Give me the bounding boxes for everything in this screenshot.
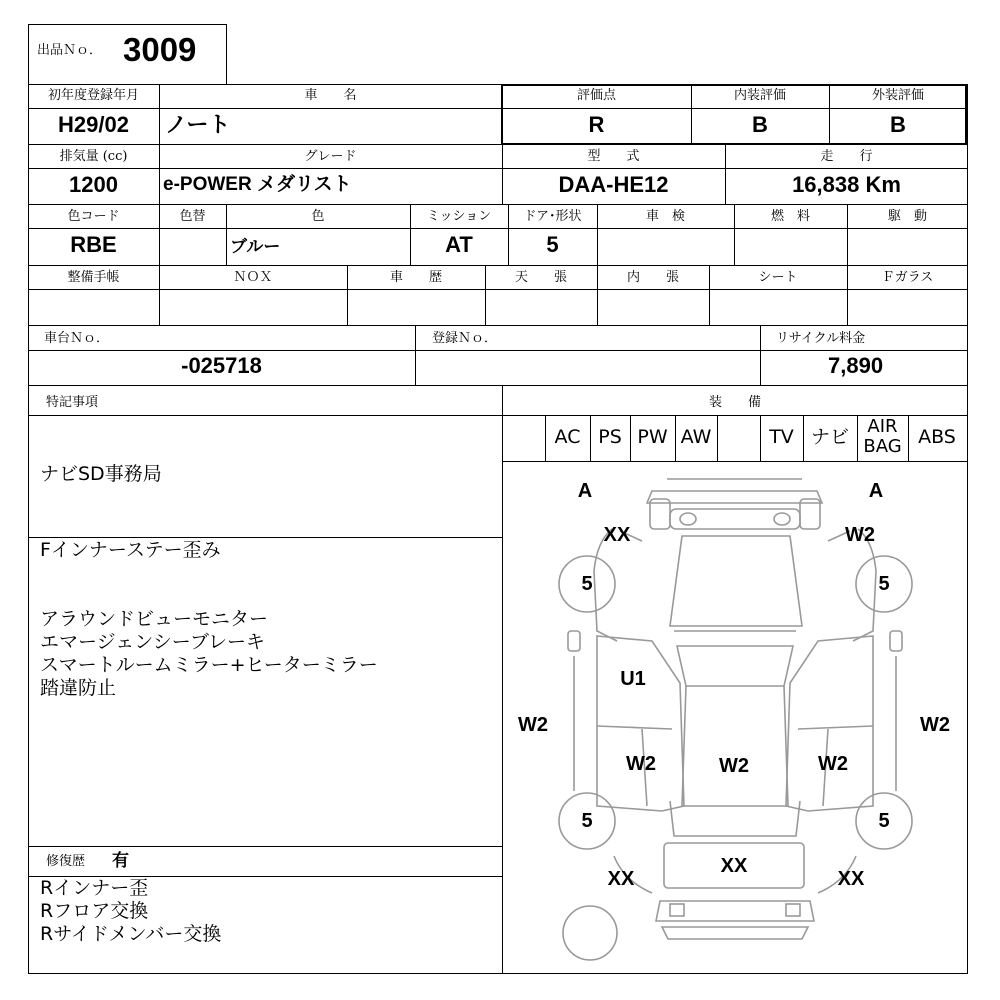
doors-label: ドア･形状 [523,209,582,224]
mark-front-right: A [868,480,884,502]
history-label: 車 歴 [389,270,442,285]
equip-airbag-top: AIR [867,416,898,437]
equipment-label: 装 備 [708,395,761,410]
repair-line-3: Rサイドメンバー交換 [40,923,222,945]
equip-pw: PW [637,426,668,448]
mark-roof: W2 [719,755,749,777]
mark-left-rear-wheel: 5 [581,810,593,832]
model-value: DAA-HE12 [558,172,669,197]
inspection-label: 車 検 [645,209,685,224]
chassis-number-label: 車台Ｎｏ． [44,331,110,346]
grade-label: グレード [304,149,357,164]
registration-number-label: 登録Ｎｏ． [432,331,498,346]
color-value: ブルー [230,237,281,256]
color-code-label: 色コード [67,209,120,224]
color-label: 色 [311,209,325,224]
equip-ps: PS [598,426,622,448]
mark-right-front-wheel: 5 [878,573,890,595]
mileage-label: 走 行 [820,149,873,164]
transmission-label: ミッション [426,209,492,224]
mark-left-rear-quarter: XX [607,868,635,890]
equip-airbag-bottom: BAG [863,436,902,457]
mark-right-rear-door: W2 [818,753,848,775]
mark-left-front-wheel: 5 [581,573,593,595]
displacement-label: 排気量 (cc) [59,149,128,164]
mark-right-side: W2 [920,714,950,736]
mark-right-front-fender: W2 [845,524,875,546]
repaint-label: 色替 [179,209,206,224]
lot-number-box [28,24,227,84]
mark-right-rear-wheel: 5 [878,810,890,832]
fuel-label: 燃 料 [770,209,810,224]
lot-label: 出品Ｎｏ． [37,43,103,58]
front-glass-label: Ｆガラス [881,270,934,285]
maintenance-label: 整備手帳 [67,270,120,285]
recycle-fee-label: リサイクル料金 [776,331,866,346]
mark-trunk: XX [720,855,748,877]
seat-label: シート [758,270,798,285]
equip-airbag [857,417,908,457]
chassis-number-value: -025718 [181,353,262,378]
repair-line-1: Rインナー歪 [40,877,149,899]
interior-grade-value: B [752,112,768,137]
lot-number: 3009 [123,31,197,68]
exterior-grade-label: 外装評価 [871,88,924,103]
note-line-5: 踏違防止 [40,677,117,699]
doors-value: 5 [546,232,559,257]
equip-aw: AW [680,426,712,448]
interior-trim-label: 内 張 [626,270,679,285]
note-line-3: エマージェンシーブレーキ [40,631,266,653]
recycle-fee-value: 7,890 [828,353,884,378]
mark-left-side: W2 [518,714,548,736]
mark-left-front-fender: XX [603,524,631,546]
ceiling-label: 天 張 [514,270,567,285]
note-line-2: アラウンドビューモニター [40,608,269,630]
interior-grade-label: 内装評価 [733,88,786,103]
displacement-value: 1200 [69,172,118,197]
repair-history-label: 修復歴 [46,854,86,869]
special-notes-label: 特記事項 [46,395,99,410]
equip-ac: AC [554,426,581,448]
repair-line-2: Rフロア交換 [40,900,149,922]
score-label: 評価点 [576,88,616,103]
note-line-1: Fインナーステー歪み [40,539,221,561]
mark-left-front-door: U1 [620,668,646,690]
nox-label: ＮＯＸ [233,270,273,285]
mileage-value: 16,838 Km [792,172,901,197]
car-damage-diagram [502,461,968,974]
mark-front-left: A [577,480,593,502]
grade-value: e-POWER メダリスト [163,174,352,195]
equip-abs: ABS [918,426,956,448]
exterior-grade-value: B [890,112,906,137]
transmission-value: AT [445,232,473,257]
equip-tv: TV [769,426,794,448]
mark-left-rear-door: W2 [626,753,656,775]
score-value: R [588,112,605,137]
model-label: 型 式 [587,149,640,164]
mark-right-rear-quarter: XX [837,868,865,890]
special-note-text: ナビSD事務局 [40,463,162,485]
car-name-label: 車 名 [304,88,357,103]
first-registration-value: H29/02 [58,112,129,137]
drive-label: 駆 動 [887,209,927,224]
repair-history-value: 有 [112,851,129,870]
first-registration-label: 初年度登録年月 [47,88,139,103]
car-name-value: ノート [165,112,231,137]
note-line-4: スマートルームミラー+ヒーターミラー [40,654,378,676]
equip-navi: ナビ [810,426,849,448]
color-code-value: RBE [70,232,117,257]
